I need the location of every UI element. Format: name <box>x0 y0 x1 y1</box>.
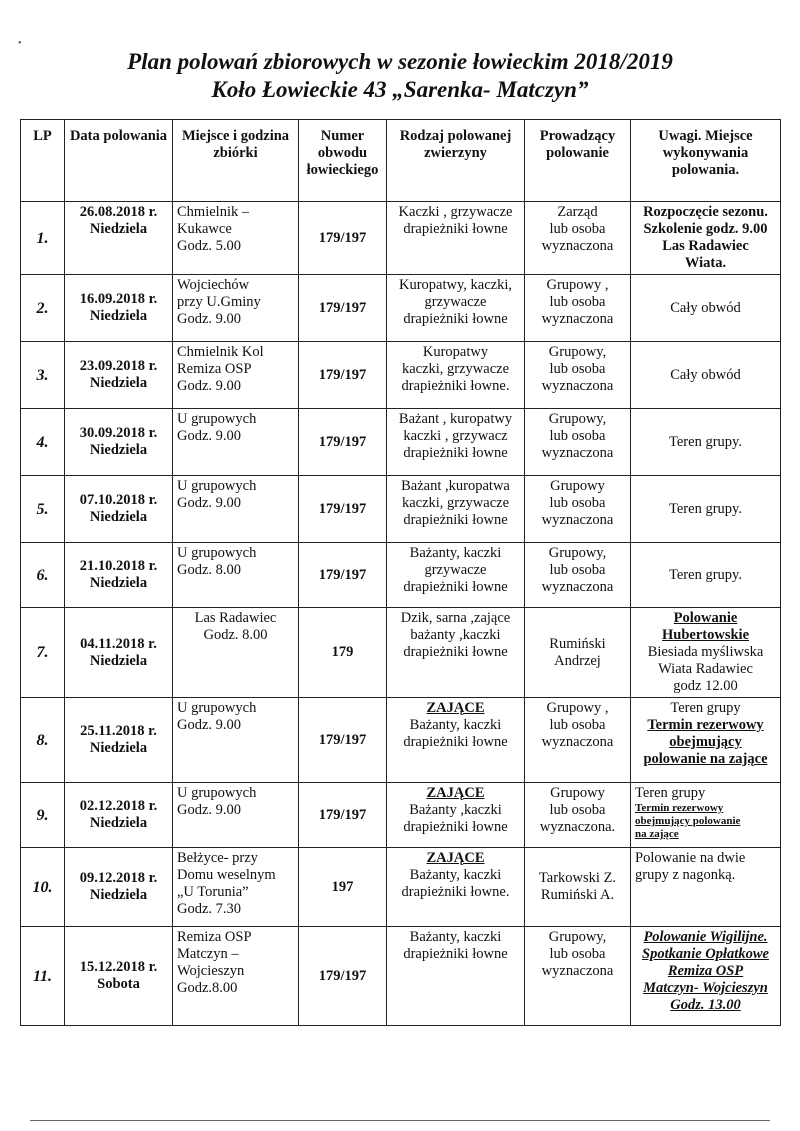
text-line: Grupowy, <box>548 545 607 561</box>
text-line: lub osoba <box>549 361 606 377</box>
text-line: Polowanie Wigilijne. <box>643 929 768 945</box>
cell-game <box>387 202 525 275</box>
day-value: Niedziela <box>89 740 148 756</box>
text-line: Grupowy , <box>546 277 609 293</box>
text-line: Godz. 9.00 <box>177 802 242 818</box>
cell-lp: 7. <box>21 608 65 698</box>
hunt-plan-table <box>20 119 781 1026</box>
day-value: Niedziela <box>89 221 148 237</box>
notes-plain: Teren grupy <box>670 700 741 716</box>
text-line: U grupowych <box>177 785 257 801</box>
text-line: wyznaczona <box>541 445 614 461</box>
cell-notes <box>631 202 781 275</box>
text-line: kaczki , grzywacz <box>403 428 508 444</box>
day-value: Niedziela <box>89 308 148 324</box>
text-line: Kukawce <box>177 221 232 237</box>
text-line: Chmielnik – <box>177 204 250 220</box>
text-line: drapieżniki łowne. <box>401 378 510 394</box>
text-line: U grupowych <box>177 545 257 561</box>
text-line: Godz. 5.00 <box>177 238 242 254</box>
text-line: wyznaczona <box>541 512 614 528</box>
cell-lp: 9. <box>21 783 65 848</box>
text-line: Godz. 8.00 <box>203 627 268 643</box>
cell-notes <box>631 698 781 783</box>
day-value: Niedziela <box>89 375 148 391</box>
table-row <box>21 342 781 409</box>
date-value: 16.09.2018 r. <box>79 291 158 307</box>
text-line: Godz. 8.00 <box>177 562 242 578</box>
cell-place <box>173 848 299 927</box>
text-line: wyznaczona <box>541 734 614 750</box>
cell-place <box>173 927 299 1026</box>
text-line: Cały obwód <box>670 366 741 383</box>
text-line: Bażanty, kaczki <box>409 929 502 945</box>
header-lead: Prowadzący polowanie <box>525 120 631 202</box>
text-line: Chmielnik Kol <box>177 344 264 360</box>
text-line: wyznaczona <box>541 963 614 979</box>
cell-date <box>65 409 173 476</box>
cell-date <box>65 608 173 698</box>
cell-lead <box>525 409 631 476</box>
cell-date <box>65 275 173 342</box>
text-line: Bażant , kuropatwy <box>398 411 513 427</box>
text-line: Domu weselnym <box>177 867 276 883</box>
cell-obwod: 197 <box>299 848 387 927</box>
cell-obwod: 179/197 <box>299 476 387 543</box>
club-name: Koło Łowieckie 43 „Sarenka- Matczyn” <box>211 77 589 102</box>
text-line: Tarkowski Z. <box>538 870 617 886</box>
text-line: Remiza OSP <box>177 361 252 377</box>
date-value: 21.10.2018 r. <box>79 558 158 574</box>
cell-obwod: 179 <box>299 608 387 698</box>
date-value: 26.08.2018 r. <box>79 204 158 220</box>
header-place: Miejsce i godzina zbiórki <box>173 120 299 202</box>
text-line: Bażanty, kaczki <box>409 717 502 733</box>
text-line: wyznaczona <box>541 579 614 595</box>
date-value: 07.10.2018 r. <box>79 492 158 508</box>
text-line: wyznaczona <box>541 238 614 254</box>
day-value: Niedziela <box>89 575 148 591</box>
text-line: kaczki, grzywacze <box>401 361 510 377</box>
cell-notes <box>631 927 781 1026</box>
cell-lead <box>525 202 631 275</box>
text-line: Grupowy <box>550 478 605 494</box>
date-value: 09.12.2018 r. <box>79 870 158 886</box>
date-value: 15.12.2018 r. <box>79 959 158 975</box>
cell-obwod: 179/197 <box>299 409 387 476</box>
text-line: Termin rezerwowy <box>635 802 724 814</box>
text-line: Bażanty, kaczki <box>409 545 502 561</box>
header-obwod: Numer obwodu łowieckiego <box>299 120 387 202</box>
cell-lp: 6. <box>21 543 65 608</box>
cell-notes <box>631 275 781 342</box>
cell-lp: 3. <box>21 342 65 409</box>
text-line: Biesiada myśliwska <box>647 644 764 660</box>
cell-game <box>387 342 525 409</box>
table-row <box>21 476 781 543</box>
text-line: drapieżniki łowne <box>403 512 508 528</box>
cell-obwod: 179/197 <box>299 202 387 275</box>
date-value: 30.09.2018 r. <box>79 425 158 441</box>
text-line: Rozpoczęcie sezonu. <box>643 204 768 220</box>
cell-place <box>173 608 299 698</box>
table-row <box>21 608 781 698</box>
cell-notes <box>631 848 781 927</box>
text-line: Remiza OSP <box>667 963 744 979</box>
cell-obwod: 179/197 <box>299 783 387 848</box>
text-line: U grupowych <box>177 411 257 427</box>
text-line: drapieżniki łowne <box>403 445 508 461</box>
text-line: drapieżniki łowne <box>403 221 508 237</box>
cell-notes <box>631 783 781 848</box>
cell-lp: 4. <box>21 409 65 476</box>
table-row <box>21 783 781 848</box>
text-line: kaczki, grzywacze <box>401 495 510 511</box>
cell-lead <box>525 608 631 698</box>
table-row <box>21 275 781 342</box>
text-line: Las Radawiec <box>194 610 277 626</box>
header-date: Data polowania <box>65 120 173 202</box>
text-line: przy U.Gminy <box>177 294 261 310</box>
text-line: polowanie na zające <box>643 751 768 767</box>
cell-obwod: 179/197 <box>299 275 387 342</box>
text-line: lub osoba <box>549 802 606 818</box>
cell-game <box>387 543 525 608</box>
text-line: Teren grupy. <box>669 566 742 583</box>
text-line: drapieżniki łowne <box>403 819 508 835</box>
text-line: Grupowy <box>550 785 605 801</box>
cell-date <box>65 342 173 409</box>
cell-lead <box>525 275 631 342</box>
cell-lp: 5. <box>21 476 65 543</box>
text-line: Kuropatwy, kaczki, <box>398 277 512 293</box>
text-line: Godz. 9.00 <box>177 495 242 511</box>
cell-place <box>173 476 299 543</box>
text-line: na zające <box>635 828 679 840</box>
cell-lead <box>525 927 631 1026</box>
notes-heading: Polowanie Hubertowskie <box>662 610 749 643</box>
date-value: 02.12.2018 r. <box>79 798 158 814</box>
cell-lp: 8. <box>21 698 65 783</box>
day-value: Niedziela <box>89 442 148 458</box>
page-title: Plan polowań zbiorowych w sezonie łowieckim 2018/2019 <box>127 49 673 74</box>
text-line: lub osoba <box>549 294 606 310</box>
text-line: drapieżniki łowne <box>403 311 508 327</box>
text-line: obejmujący <box>669 734 742 750</box>
day-value: Sobota <box>97 976 140 992</box>
date-value: 25.11.2018 r. <box>80 723 157 739</box>
text-line: Wojciechów <box>177 277 250 293</box>
text-line: Bażanty ,kaczki <box>409 802 502 818</box>
text-line: grzywacze <box>424 294 487 310</box>
text-line: drapieżniki łowne <box>403 579 508 595</box>
text-line: lub osoba <box>549 221 606 237</box>
text-line: Szkolenie godz. 9.00 <box>643 221 768 237</box>
table-row <box>21 927 781 1026</box>
text-line: Andrzej <box>554 652 601 669</box>
text-line: lub osoba <box>549 946 606 962</box>
text-line: wyznaczona <box>541 311 614 327</box>
table-row <box>21 848 781 927</box>
cell-place <box>173 543 299 608</box>
scan-mark: • <box>18 38 22 49</box>
cell-lead <box>525 476 631 543</box>
text-line: Godz.8.00 <box>177 980 238 996</box>
cell-notes <box>631 543 781 608</box>
text-line: Zarząd <box>557 204 598 220</box>
cell-notes <box>631 476 781 543</box>
date-value: 04.11.2018 r. <box>80 635 157 652</box>
footer-divider <box>30 1120 770 1121</box>
cell-lead <box>525 698 631 783</box>
cell-lp: 2. <box>21 275 65 342</box>
day-value: Niedziela <box>89 652 148 669</box>
cell-date <box>65 783 173 848</box>
game-highlight: ZAJĄCE <box>426 700 485 716</box>
text-line: Rumiński A. <box>540 887 615 903</box>
text-line: drapieżniki łowne <box>403 644 508 660</box>
text-line: Rumiński <box>549 635 606 652</box>
cell-date <box>65 476 173 543</box>
table-row <box>21 698 781 783</box>
text-line: Godz. 7.30 <box>177 901 242 917</box>
cell-obwod: 179/197 <box>299 927 387 1026</box>
text-line: Kaczki , grzywacze <box>398 204 513 220</box>
date-value: 23.09.2018 r. <box>79 358 158 374</box>
text-line: Spotkanie Opłatkowe <box>642 946 769 962</box>
text-line: lub osoba <box>549 428 606 444</box>
text-line: lub osoba <box>549 562 606 578</box>
text-line: Polowanie na dwie <box>635 850 746 866</box>
text-line: U grupowych <box>177 478 257 494</box>
cell-game <box>387 927 525 1026</box>
text-line: wyznaczona <box>541 378 614 394</box>
cell-place <box>173 275 299 342</box>
cell-game <box>387 848 525 927</box>
text-line: grupy z nagonką. <box>635 867 736 883</box>
cell-game <box>387 476 525 543</box>
text-line: Grupowy , <box>546 700 609 716</box>
cell-obwod: 179/197 <box>299 543 387 608</box>
cell-date <box>65 927 173 1026</box>
cell-date <box>65 543 173 608</box>
text-line: Remiza OSP <box>177 929 252 945</box>
cell-game <box>387 783 525 848</box>
cell-date <box>65 848 173 927</box>
cell-notes <box>631 608 781 698</box>
cell-game <box>387 608 525 698</box>
text-line: Dzik, sarna ,zające <box>400 610 511 626</box>
cell-game <box>387 275 525 342</box>
table-row <box>21 543 781 608</box>
game-highlight: ZAJĄCE <box>426 850 485 866</box>
header-notes: Uwagi. Miejsce wykonywania polowania. <box>631 120 781 202</box>
header-game: Rodzaj polowanej zwierzyny <box>387 120 525 202</box>
text-line: grzywacze <box>424 562 487 578</box>
cell-notes <box>631 342 781 409</box>
text-line: Godz. 13.00 <box>670 997 741 1013</box>
text-line: Bażant ,kuropatwa <box>401 478 510 494</box>
cell-date <box>65 202 173 275</box>
text-line: drapieżniki łowne <box>403 734 508 750</box>
text-line: drapieżniki łowne <box>403 946 508 962</box>
text-line: lub osoba <box>549 717 606 733</box>
text-line: Godz. 9.00 <box>177 378 242 394</box>
cell-obwod: 179/197 <box>299 698 387 783</box>
text-line: Kuropatwy <box>422 344 489 360</box>
cell-lp: 11. <box>21 927 65 1026</box>
text-line: wyznaczona. <box>539 819 616 835</box>
text-line: Cały obwód <box>670 299 741 316</box>
cell-place <box>173 202 299 275</box>
text-line: Wojcieszyn <box>177 963 245 979</box>
text-line: Bełżyce- przy <box>177 850 258 866</box>
cell-lp: 10. <box>21 848 65 927</box>
table-row <box>21 202 781 275</box>
text-line: Wiata Radawiec <box>658 661 753 677</box>
cell-lead <box>525 848 631 927</box>
text-line: Matczyn- Wojcieszyn <box>643 980 768 996</box>
text-line: Termin rezerwowy <box>647 717 764 733</box>
header-row <box>21 120 781 202</box>
day-value: Niedziela <box>89 815 148 831</box>
cell-game <box>387 409 525 476</box>
text-line: drapieżniki łowne. <box>401 884 510 900</box>
text-line: Teren grupy. <box>669 433 742 450</box>
day-value: Niedziela <box>89 887 148 903</box>
game-highlight: ZAJĄCE <box>426 785 485 801</box>
text-line: Godz. 9.00 <box>177 428 242 444</box>
text-line: godz 12.00 <box>673 678 738 694</box>
cell-lead <box>525 543 631 608</box>
text-line: Grupowy, <box>548 344 607 360</box>
cell-lp: 1. <box>21 202 65 275</box>
text-line: Wiata. <box>684 255 727 271</box>
cell-notes <box>631 409 781 476</box>
text-line: obejmujący polowanie <box>635 815 741 827</box>
cell-place <box>173 783 299 848</box>
text-line: Grupowy, <box>548 929 607 945</box>
table-row <box>21 409 781 476</box>
text-line: bażanty ,kaczki <box>410 627 501 643</box>
cell-lead <box>525 783 631 848</box>
cell-place <box>173 698 299 783</box>
text-line: U grupowych <box>177 700 257 716</box>
text-line: Las Radawiec <box>662 238 749 254</box>
cell-game <box>387 698 525 783</box>
cell-obwod: 179/197 <box>299 342 387 409</box>
day-value: Niedziela <box>89 509 148 525</box>
cell-date <box>65 698 173 783</box>
text-line: „U Torunia” <box>177 884 249 900</box>
text-line: Godz. 9.00 <box>177 311 242 327</box>
header-lp: LP <box>21 120 65 202</box>
text-line: Bażanty, kaczki <box>409 867 502 883</box>
text-line: Godz. 9.00 <box>177 717 242 733</box>
text-line: Teren grupy. <box>669 500 742 517</box>
cell-lead <box>525 342 631 409</box>
text-line: lub osoba <box>549 495 606 511</box>
cell-place <box>173 409 299 476</box>
cell-place <box>173 342 299 409</box>
text-line: Grupowy, <box>548 411 607 427</box>
notes-plain: Teren grupy <box>635 785 706 801</box>
text-line: Matczyn – <box>177 946 239 962</box>
